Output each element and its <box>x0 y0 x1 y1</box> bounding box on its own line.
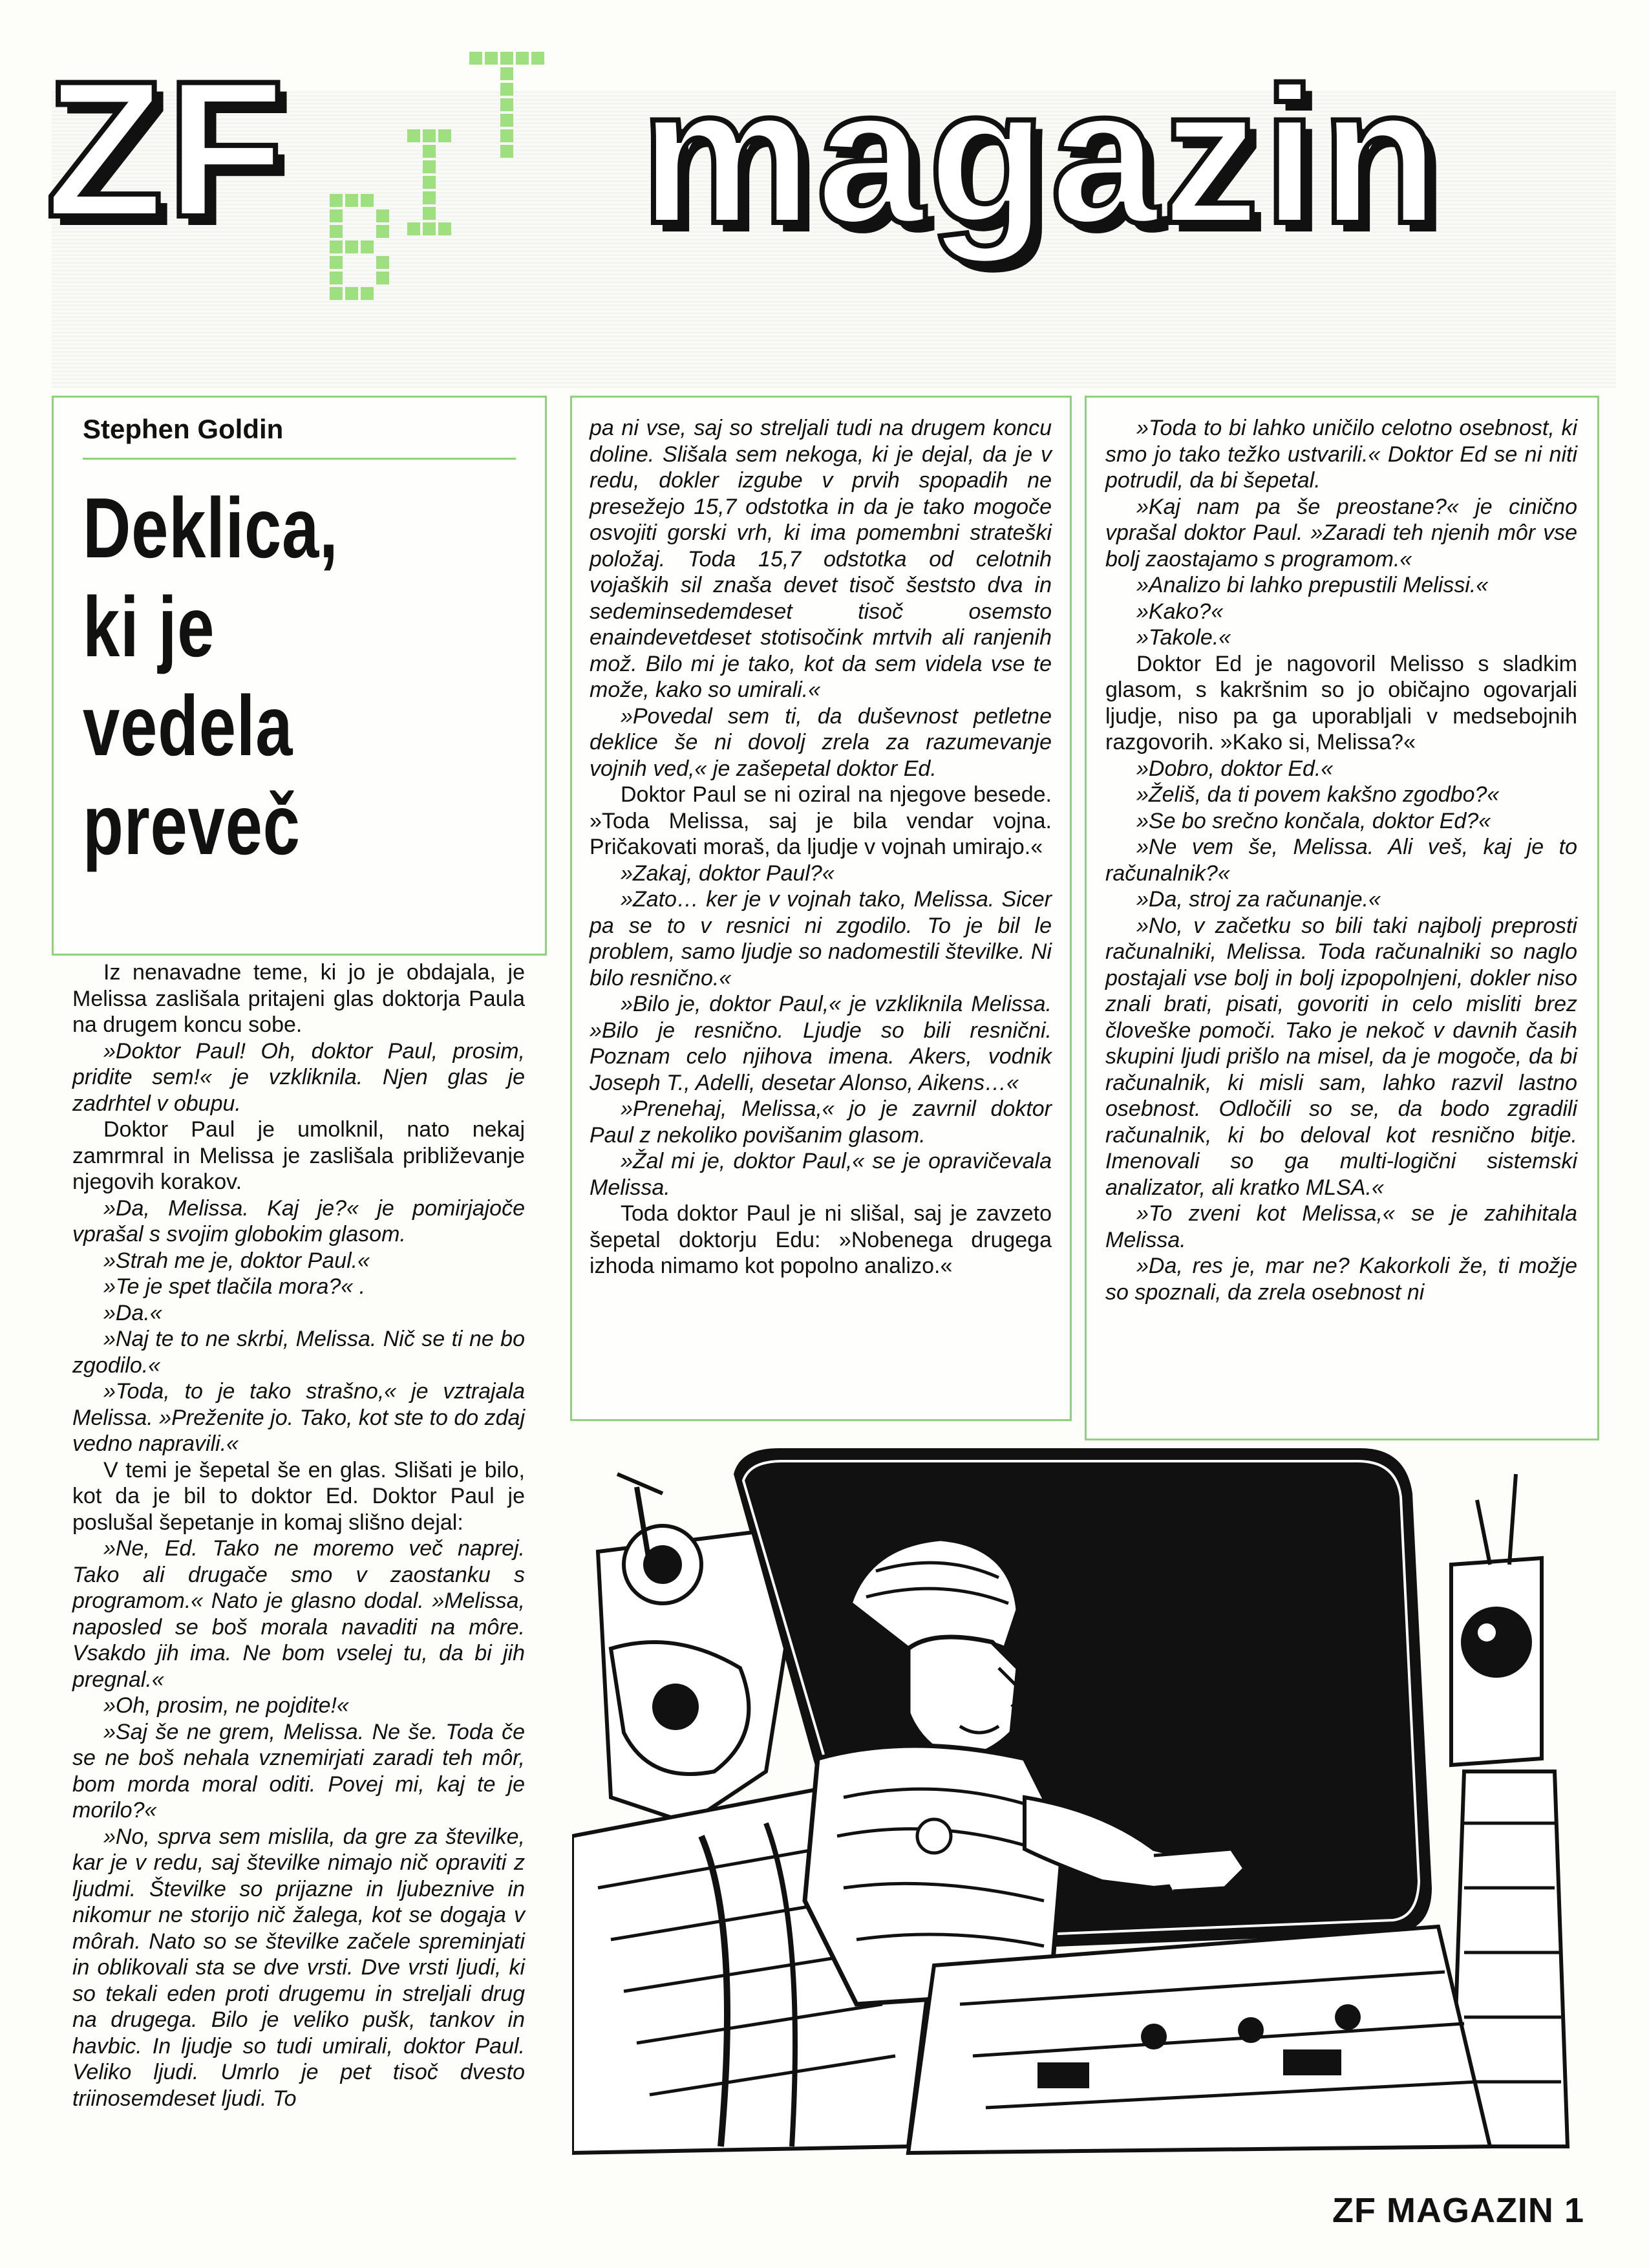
magazine-name: ZF MAGAZIN <box>1332 2191 1554 2230</box>
paragraph: pa ni vse, saj so streljali tudi na drugem koncu doline. Slišala sem nekoga, ki je dejal, da je v redu, dokler izgube v prvih spopadih ne presežejo 15,7 odstotka in da je tako mogoče osvojiti gorski vrh, ki ima pomembni strateški položaj. Toda 15,7 odstotka od celotnih vojaških sil znaša devet tisoč šeststo dva in sedeminsedemdeset tisoč osemsto enaindevetdeset stotisočink mrtvih ali ranjenih mož. Bilo mi je tako, kot da sem videla vse te može, kako so umirali.« <box>590 416 1052 702</box>
bit-dot <box>361 194 374 207</box>
paragraph: »To zveni kot Melissa,« se je zahihitala Melissa. <box>1105 1201 1577 1252</box>
title-line: preveč <box>83 777 301 873</box>
bit-dot <box>376 272 389 284</box>
astronaut-illustration-icon <box>572 1435 1590 2159</box>
bit-dot <box>500 52 513 65</box>
paragraph: »Ne, Ed. Tako ne moremo več naprej. Tako ali drugače smo v zaostanku s programom.« Nato je glasno dodal. »Melissa, naposled se boš morala navaditi na môre. Vsakdo jih ima. Ne bom vselej tu, da bi jih pregnal.« <box>72 1536 525 1692</box>
bit-dot <box>345 194 358 207</box>
bit-dot <box>531 52 544 65</box>
bit-dot <box>423 129 436 142</box>
paragraph: »Strah me je, doktor Paul.« <box>103 1248 370 1273</box>
title-line: Deklica, <box>83 480 339 575</box>
paragraph: »Dobro, doktor Ed.« <box>1136 756 1334 781</box>
bit-dot <box>500 67 513 80</box>
bit-dot <box>376 225 389 238</box>
bit-dot <box>423 160 436 173</box>
bit-logo <box>323 26 646 362</box>
paragraph: Iz nenavadne teme, ki jo je obdajala, je Melissa zaslišala pritajeni glas doktorja Paula na drugem koncu sobe. <box>72 960 525 1037</box>
bit-dot <box>345 241 358 253</box>
paragraph: »Prenehaj, Melissa,« jo je zavrnil doktor Paul z nekoliko povišanim glasom. <box>590 1097 1052 1148</box>
paragraph: »Kako?« <box>1136 599 1224 624</box>
author-name: Stephen Goldin <box>83 414 516 460</box>
bit-dot <box>500 83 513 96</box>
paragraph: »Se bo srečno končala, doktor Ed?« <box>1136 808 1491 833</box>
page-number: 1 <box>1564 2191 1584 2230</box>
bit-dot <box>376 209 389 222</box>
paragraph: »Doktor Paul! Oh, doktor Paul, prosim, pridite sem!« je vzkliknila. Njen glas je zadrhtel v obupu. <box>72 1038 525 1116</box>
column-1-text <box>72 959 525 2112</box>
bit-dot <box>407 222 420 235</box>
bit-dot <box>330 194 343 207</box>
paragraph: »No, v začetku so bili taki najbolj preprosti računalniki, Melissa. Toda računalniki so naglo postajali vse bolj in bolj izpopolnjeni, dokler niso znali brati, pisati, govoriti in celo misliti brez človeške pomoči. Tako je nekoč v davnih časih skupini ljudi prišlo na misel, da je mogoče, da bi računalnik, ki misli sam, lahko razvil lastno osebnost. Odločili so se, da bodo zgradili računalnik, ki bo deloval kot resnično bitje. Imenovali so ga multi-logični sistemski analizator, ali kratko MLSA.« <box>1105 913 1577 1200</box>
paragraph: V temi je šepetal še en glas. Slišati je bilo, kot da je bil to doktor Ed. Doktor Paul je poslušal šepetanje in komaj slišno dejal: <box>72 1457 525 1535</box>
masthead-magazin: magazin <box>640 47 1443 264</box>
paragraph: »Zato… ker je v vojnah tako, Melissa. Sicer pa se to v resnici ni zgodilo. To je bil le problem, samo ljudje so nadomestili številke. Ni bilo resnično.« <box>590 887 1052 990</box>
paragraph: »Oh, prosim, ne pojdite!« <box>103 1693 349 1718</box>
masthead-zf: ZF <box>45 40 288 257</box>
bit-dot <box>438 222 451 235</box>
paragraph: »Naj te to ne skrbi, Melissa. Nič se ti ne bo zgodilo.« <box>72 1327 525 1378</box>
paragraph: »Zakaj, doktor Paul?« <box>621 861 835 886</box>
bit-dot <box>485 52 498 65</box>
bit-dot <box>500 145 513 158</box>
paragraph: Toda doktor Paul je ni slišal, saj je zavzeto šepetal doktorju Edu: »Nobenega drugega izhoda nimamo kot popolno analizo.« <box>590 1201 1052 1278</box>
paragraph: »Da, res je, mar ne? Kakorkoli že, ti možje so spoznali, da zrela osebnost ni <box>1105 1254 1577 1305</box>
paragraph: »Povedal sem ti, da duševnost petletne deklice še ni dovolj zrela za razumevanje vojnih ved,« je zašepetal doktor Ed. <box>590 703 1052 781</box>
article-title <box>83 478 425 874</box>
bit-dot-matrix-icon <box>323 26 646 362</box>
paragraph: »Toda to bi lahko uničilo celotno osebnost, ki smo jo tako težko ustvarili.« Doktor Ed se ni niti potrudil, da bi šepetal. <box>1105 416 1577 493</box>
column-2-text <box>590 415 1052 1279</box>
paragraph: »Saj še ne grem, Melissa. Ne še. Toda če se ne boš nehala vznemirjati zaradi teh môr, bom morda moral oditi. Povej mi, kaj te je morilo?« <box>72 1719 525 1823</box>
bit-dot <box>361 287 374 300</box>
paragraph: Doktor Ed je nagovoril Melisso s sladkim glasom, s kakršnim so jo običajno ogovarjali ljudje, niso pa ga uporabljali v medsebojnih razgovorih. »Kako si, Melissa?« <box>1105 651 1577 754</box>
bit-dot <box>423 145 436 158</box>
bit-dot <box>330 256 343 269</box>
bit-dot <box>330 287 343 300</box>
bit-dot <box>330 225 343 238</box>
paragraph: Doktor Paul je umolknil, nato nekaj zamrmral in Melissa je zaslišala približevanje njegovih korakov. <box>72 1117 525 1194</box>
page-footer <box>1332 2190 1584 2231</box>
paragraph: »Toda, to je tako strašno,« je vztrajala Melissa. »Preženite jo. Tako, kot ste to do zdaj vedno napravili.« <box>72 1379 525 1456</box>
masthead <box>0 0 1649 388</box>
paragraph: Doktor Paul se ni oziral na njegove besede. »Toda Melissa, saj je bila vendar vojna. Pričakovati moraš, da ljudje v vojnah umirajo.« <box>590 782 1052 859</box>
bit-dot <box>345 287 358 300</box>
illustration-astronaut-at-console <box>572 1435 1590 2159</box>
title-line: vedela <box>83 678 293 774</box>
paragraph: »Ne vem še, Melissa. Ali veš, kaj je to računalnik?« <box>1105 835 1577 886</box>
paragraph: »Bilo je, doktor Paul,« je vzkliknila Melissa. »Bilo je resnično. Ljudje so bili resnični. Poznam celo njihova imena. Akers, vodnik Joseph T., Adelli, desetar Alonso, Aikens…« <box>590 992 1052 1095</box>
bit-dot <box>361 241 374 253</box>
bit-dot <box>423 191 436 204</box>
bit-dot <box>330 241 343 253</box>
bit-dot <box>423 222 436 235</box>
bit-dot <box>330 272 343 284</box>
bit-dot <box>423 176 436 189</box>
paragraph: »Analizo bi lahko prepustili Melissi.« <box>1136 573 1489 597</box>
bit-dot <box>438 129 451 142</box>
paragraph: »Želiš, da ti povem kakšno zgodbo?« <box>1136 782 1500 807</box>
paragraph: »No, sprva sem mislila, da gre za številke, kar je v redu, saj številke nimajo nič opraviti z ljudmi. Številke so prijazne in ljubeznive in nikomur ne storijo nič žalega, kot se dogaja v môrah. Nato so se številke začele spreminjati in oblikovali sta se dve vrsti. Dve vrsti ljudi, ki so tekali eden proti drugemu in streljali drug na drugega. Bilo je veliko pušk, tankov in havbic. In ljudje so tudi umirali, doktor Paul. Veliko ljudi. Umrlo je pet tisoč dvesto triinosemdeset ljudi. To <box>72 1824 525 2111</box>
paragraph: »Kaj nam pa še preostane?« je cinično vprašal doktor Paul. »Zaradi teh njenih môr vse bolj zaostajamo s programom.« <box>1105 494 1577 572</box>
title-line: ki je <box>83 579 215 675</box>
bit-dot <box>469 52 482 65</box>
paragraph: »Da.« <box>103 1300 162 1325</box>
paragraph: »Te je spet tlačila mora?« . <box>103 1274 366 1299</box>
bit-dot <box>516 52 529 65</box>
column-3-text <box>1105 415 1577 1305</box>
paragraph: »Takole.« <box>1136 625 1231 650</box>
bit-dot <box>500 114 513 127</box>
bit-dot <box>330 209 343 222</box>
bit-dot <box>407 129 420 142</box>
paragraph: »Da, stroj za računanje.« <box>1136 887 1381 912</box>
paragraph: »Žal mi je, doktor Paul,« se je opravičevala Melissa. <box>590 1149 1052 1200</box>
bit-dot <box>423 207 436 220</box>
bit-dot <box>376 256 389 269</box>
paragraph: »Da, Melissa. Kaj je?« je pomirjajoče vprašal s svojim globokim glasom. <box>72 1195 525 1246</box>
bit-dot <box>500 129 513 142</box>
bit-dot <box>500 98 513 111</box>
